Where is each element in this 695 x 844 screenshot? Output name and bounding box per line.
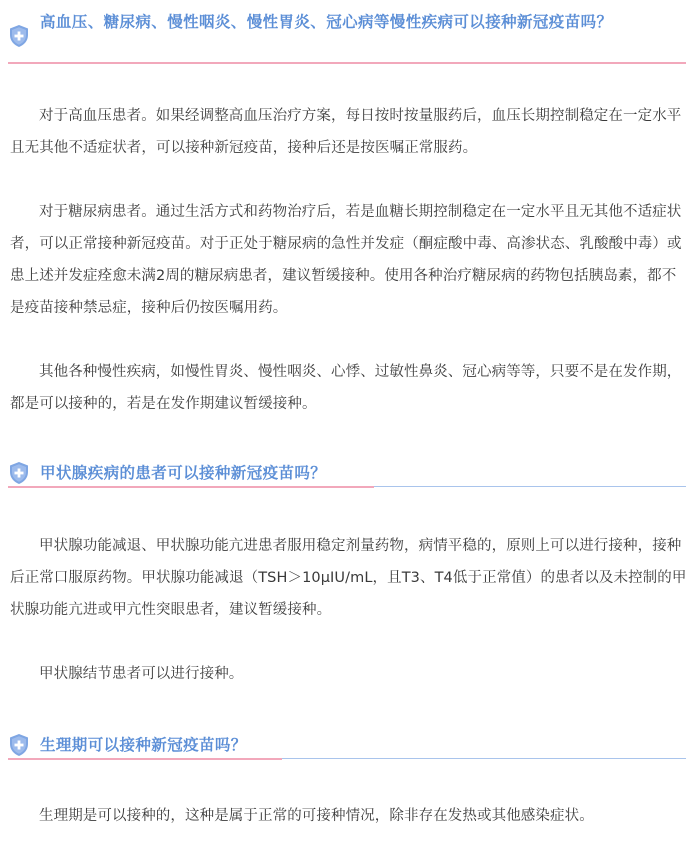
paragraph-hypertension: 对于高血压患者。如果经调整高血压治疗方案，每日按时按量服药后，血压长期控制稳定在一定水平且无其他不适症状者，可以接种新冠疫苗，接种后还是按医嘱正常服药。 — [10, 108, 682, 156]
section-title: 生理期可以接种新冠疫苗吗？ — [40, 736, 247, 754]
paragraph-other-chronic: 其他各种慢性疾病，如慢性胃炎、慢性咽炎、心悸、过敏性鼻炎、冠心病等等，只要不是在发作期，都是可以接种的，若是在发作期建议暂缓接种。 — [10, 364, 682, 412]
heading-underline-extension — [282, 758, 686, 759]
section-title: 高血压、糖尿病、慢性咽炎、慢性胃炎、冠心病等慢性疾病可以接种新冠疫苗吗？ — [40, 13, 613, 31]
paragraph-diabetes: 对于糖尿病患者。通过生活方式和药物治疗后，若是血糖长期控制稳定在一定水平且无其他不适症状者，可以正常接种新冠疫苗。对于正处于糖尿病的急性并发症（酮症酸中毒、高渗状态、乳酸酸中毒）或患上述并发症痊愈未满2周的糖尿病患者，建议暂缓接种。使用各种治疗糖尿病的药物包括胰岛素，都不是疫苗接种禁忌症，接种后仍按医嘱用药。 — [10, 204, 682, 316]
paragraph-thyroid-nodule: 甲状腺结节患者可以进行接种。 — [39, 666, 244, 682]
heading-underline — [8, 758, 282, 760]
heading-underline — [8, 62, 686, 64]
heading-underline-extension — [374, 486, 686, 487]
shield-plus-icon — [8, 461, 30, 485]
shield-plus-icon — [8, 733, 30, 757]
heading-underline — [8, 486, 374, 488]
section-title: 甲状腺疾病的患者可以接种新冠疫苗吗？ — [40, 464, 327, 482]
paragraph-thyroid-function: 甲状腺功能减退、甲状腺功能亢进患者服用稳定剂量药物，病情平稳的，原则上可以进行接种，接种后正常口服原药物。甲状腺功能减退（TSH＞10μIU/mL，且T3、T4低于正常值）的患者以及未控制的甲状腺功能亢进或甲亢性突眼患者，建议暂缓接种。 — [10, 538, 687, 618]
shield-plus-icon — [8, 24, 30, 48]
paragraph-menstrual: 生理期是可以接种的，这种是属于正常的可接种情况，除非存在发热或其他感染症状。 — [39, 808, 594, 824]
